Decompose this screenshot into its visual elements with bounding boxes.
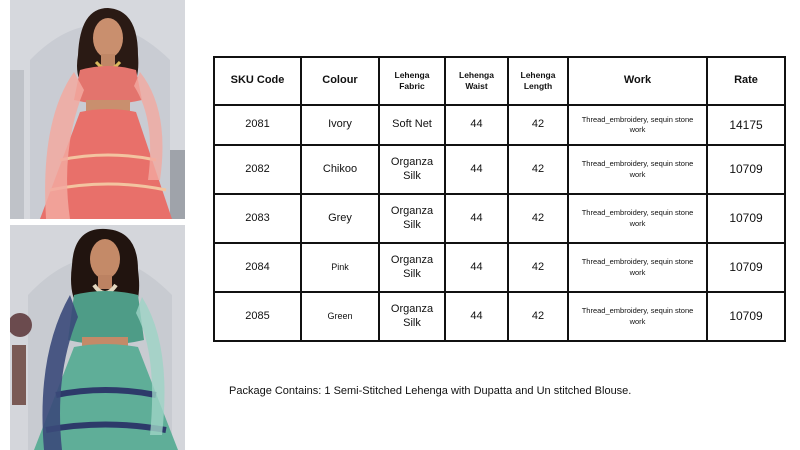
work-cell: Thread_embroidery, sequin stone work: [568, 194, 707, 243]
table-row: [214, 194, 785, 243]
length-cell: 42: [508, 243, 568, 292]
product-photo-green-lehenga: [10, 225, 185, 450]
waist-cell: 44: [445, 145, 508, 194]
work-cell: Thread_embroidery, sequin stone work: [568, 243, 707, 292]
header-lehenga-fabric: Lehenga Fabric: [379, 57, 445, 105]
header-sku-code: SKU Code: [214, 57, 301, 105]
rate-cell: 10709: [707, 292, 785, 341]
length-cell: 42: [508, 105, 568, 145]
fabric-cell: Organza Silk: [379, 243, 445, 292]
sku-cell: 2083: [214, 194, 301, 243]
length-cell: 42: [508, 292, 568, 341]
table-row: [214, 292, 785, 341]
waist-cell: 44: [445, 105, 508, 145]
header-rate: Rate: [707, 57, 785, 105]
colour-cell: Grey: [301, 194, 379, 243]
fabric-cell: Organza Silk: [379, 194, 445, 243]
work-cell: Thread_embroidery, sequin stone work: [568, 145, 707, 194]
colour-cell: Pink: [301, 243, 379, 292]
waist-cell: 44: [445, 243, 508, 292]
product-photo-peach-lehenga: [10, 0, 185, 219]
rate-cell: 14175: [707, 105, 785, 145]
work-cell: Thread_embroidery, sequin stone work: [568, 292, 707, 341]
waist-cell: 44: [445, 194, 508, 243]
product-table: [213, 56, 786, 342]
fabric-cell: Organza Silk: [379, 145, 445, 194]
sku-cell: 2082: [214, 145, 301, 194]
header-lehenga-length: Lehenga Length: [508, 57, 568, 105]
waist-cell: 44: [445, 292, 508, 341]
fabric-cell: Organza Silk: [379, 292, 445, 341]
header-lehenga-waist: Lehenga Waist: [445, 57, 508, 105]
sku-cell: 2084: [214, 243, 301, 292]
rate-cell: 10709: [707, 243, 785, 292]
rate-cell: 10709: [707, 194, 785, 243]
work-cell: Thread_embroidery, sequin stone work: [568, 105, 707, 145]
header-colour: Colour: [301, 57, 379, 105]
colour-cell: Chikoo: [301, 145, 379, 194]
sku-cell: 2081: [214, 105, 301, 145]
rate-cell: 10709: [707, 145, 785, 194]
colour-cell: Ivory: [301, 105, 379, 145]
table-row: [214, 105, 785, 145]
package-contents-note: Package Contains: 1 Semi-Stitched Lehenga with Dupatta and Un stitched Blouse.: [229, 385, 632, 397]
table-row: [214, 243, 785, 292]
sku-cell: 2085: [214, 292, 301, 341]
colour-cell: Green: [301, 292, 379, 341]
header-work: Work: [568, 57, 707, 105]
length-cell: 42: [508, 194, 568, 243]
table-row: [214, 145, 785, 194]
table-header-row: [214, 57, 785, 105]
fabric-cell: Soft Net: [379, 105, 445, 145]
length-cell: 42: [508, 145, 568, 194]
